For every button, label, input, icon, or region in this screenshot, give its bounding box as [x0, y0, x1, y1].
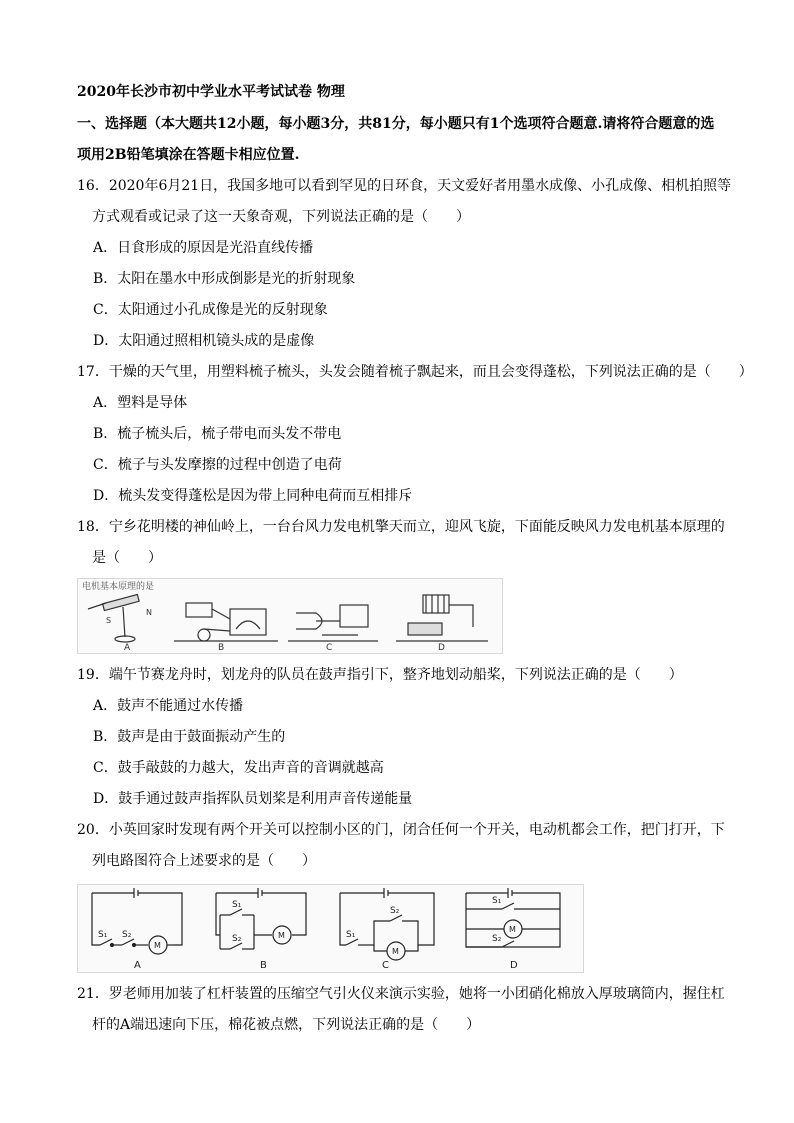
q18-diagram-a — [88, 594, 139, 642]
section-heading-line2: 项用2B铅笔填涂在答题卡相应位置. — [77, 147, 300, 163]
q18-label-d: D — [438, 643, 445, 653]
q16-stem-line2: 方式观看或记录了这一天象奇观，下列说法正确的是（ ） — [92, 209, 470, 225]
q19-option-a: A．鼓声不能通过水传播 — [93, 698, 244, 714]
q21-stem-line2: 杆的A端迅速向下压，棉花被点燃，下列说法正确的是（ ） — [92, 1017, 481, 1033]
q20-circuit-c — [340, 888, 434, 960]
q20-c-s2: S₂ — [390, 906, 400, 916]
q20-circuit-d — [466, 888, 560, 947]
q16-option-a: A．日食形成的原因是光沿直线传播 — [93, 240, 314, 256]
q20-label-c: C — [382, 960, 389, 971]
q18-figure — [77, 578, 503, 654]
q20-a-motor: M — [154, 941, 161, 950]
q18-diagram-d — [396, 595, 488, 641]
q19-option-d: D．鼓手通过鼓声指挥队员划桨是利用声音传递能量 — [93, 791, 413, 807]
q18-label-b: B — [218, 643, 225, 653]
q18-diagram-b — [174, 603, 278, 641]
q19-option-b: B．鼓声是由于鼓面振动产生的 — [93, 729, 286, 745]
q20-label-b: B — [260, 960, 267, 971]
q16-stem-line1: 16．2020年6月21日，我国多地可以看到罕见的日环食，天文爱好者用墨水成像、小孔成像、相机拍照等 — [77, 178, 732, 194]
q18-stem-line2: 是（ ） — [92, 550, 162, 566]
q18-pole-n: N — [146, 608, 152, 617]
q20-figure — [77, 884, 584, 973]
q20-b-s2: S₂ — [232, 934, 242, 944]
q16-option-b: B．太阳在墨水中形成倒影是光的折射现象 — [93, 271, 356, 287]
q17-option-b: B．梳子梳头后，梳子带电而头发不带电 — [93, 426, 342, 442]
q18-label-c: C — [326, 643, 333, 653]
q18-diagram-c — [288, 605, 378, 641]
q18-figure-drawing — [78, 579, 502, 653]
q18-pole-s: S — [106, 616, 112, 625]
q20-circuit-b — [216, 888, 306, 949]
q20-d-motor: M — [509, 925, 516, 934]
q20-a-s1: S₁ — [98, 930, 108, 940]
exam-title: 2020年长沙市初中学业水平考试试卷 物理 — [77, 84, 345, 100]
q20-d-s2: S₂ — [492, 934, 502, 944]
q18-label-a: A — [124, 643, 131, 653]
q19-stem-line1: 19．端午节赛龙舟时，划龙舟的队员在鼓声指引下，整齐地划动船桨，下列说法正确的是（ ） — [77, 667, 683, 683]
q20-c-s1: S₁ — [346, 930, 356, 940]
q20-stem-line1: 20．小英回家时发现有两个开关可以控制小区的门，闭合任何一个开关，电动机都会工作，把门打开，下 — [77, 822, 725, 838]
q20-stem-line2: 列电路图符合上述要求的是（ ） — [92, 853, 316, 869]
q20-a-s2: S₂ — [122, 930, 132, 940]
q17-stem-line1: 17．干燥的天气里，用塑料梳子梳头，头发会随着梳子飘起来，而且会变得蓬松，下列说法正确的是（ ） — [77, 364, 753, 380]
q20-label-a: A — [134, 960, 141, 971]
q17-option-d: D．梳头发变得蓬松是因为带上同种电荷而互相排斥 — [93, 488, 413, 504]
q17-option-a: A．塑料是导体 — [93, 395, 188, 411]
q17-option-c: C．梳子与头发摩擦的过程中创造了电荷 — [93, 457, 342, 473]
q20-c-motor: M — [392, 947, 399, 956]
q20-circuit-a — [92, 888, 182, 954]
section-heading-line1: 一、选择题（本大题共12小题，每小题3分，共81分，每小题只有1个选项符合题意.请将符合题意的选 — [77, 116, 715, 132]
q18-figure-caption: 电机基本原理的是 — [82, 582, 155, 592]
q20-label-d: D — [510, 960, 518, 971]
q20-b-motor: M — [278, 931, 285, 940]
q20-d-s1: S₁ — [492, 896, 502, 906]
q18-stem-line1: 18．宁乡花明楼的神仙岭上，一台台风力发电机擎天而立，迎风飞旋，下面能反映风力发电机基本原理的 — [77, 519, 725, 535]
q20-figure-drawing — [78, 885, 583, 972]
q16-option-d: D．太阳通过照相机镜头成的是虚像 — [93, 333, 315, 349]
q20-b-s1: S₁ — [232, 900, 242, 910]
q16-option-c: C．太阳通过小孔成像是光的反射现象 — [93, 302, 328, 318]
q21-stem-line1: 21．罗老师用加装了杠杆装置的压缩空气引火仪来演示实验，她将一小团硝化棉放入厚玻璃筒内，握住杠 — [77, 986, 725, 1002]
q19-option-c: C．鼓手敲鼓的力越大，发出声音的音调就越高 — [93, 760, 384, 776]
